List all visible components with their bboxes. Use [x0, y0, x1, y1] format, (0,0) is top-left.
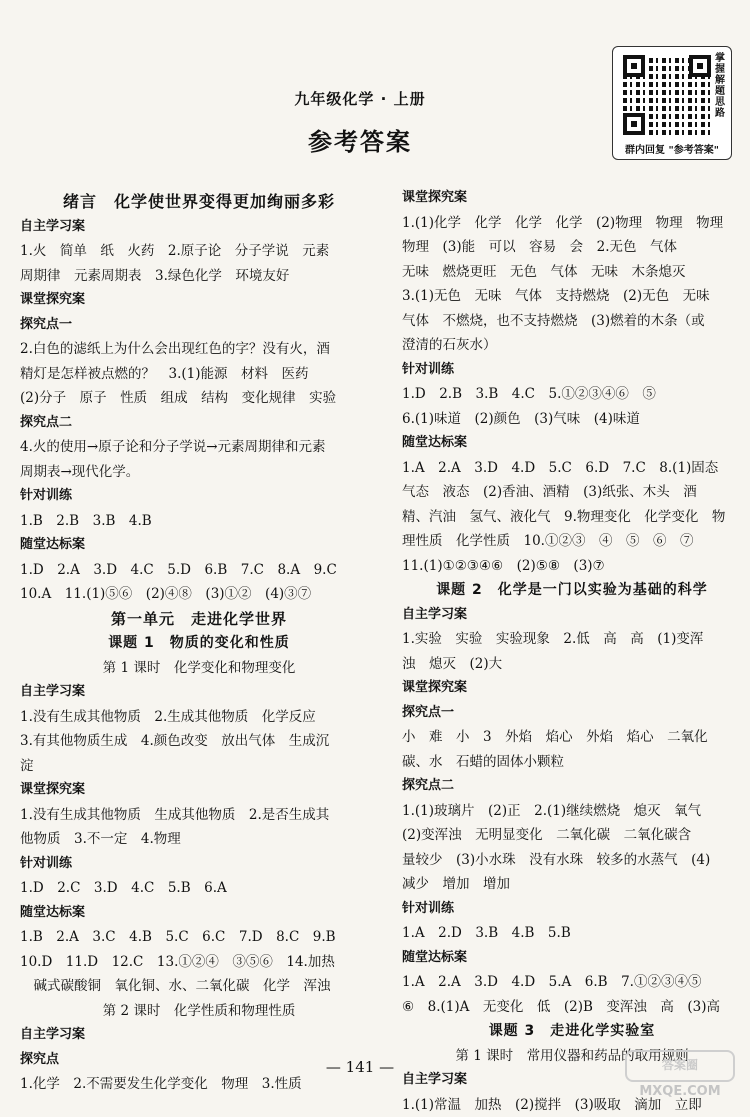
answer-line: 11.(1)①②③④⑥ (2)⑤⑧ (3)⑦: [402, 554, 742, 579]
qr-caption: 群内回复 "参考答案": [613, 141, 731, 156]
answer-line: 1.D 2.A 3.D 4.C 5.D 6.B 7.C 8.A 9.C: [20, 558, 378, 583]
answer-line: 6.(1)味道 (2)颜色 (3)气味 (4)味道: [402, 407, 742, 432]
qr-finder-icon: [689, 55, 711, 77]
section-heading: 探究点二: [402, 774, 742, 799]
section-heading: 自主学习案: [402, 1068, 742, 1093]
qr-finder-icon: [623, 113, 645, 135]
page-title: 参考答案: [0, 122, 720, 157]
qr-code-panel[interactable]: [612, 46, 732, 160]
section-heading: 针对训练: [20, 852, 378, 877]
section-heading: 自主学习案: [20, 1023, 378, 1048]
answer-line: 澄清的石灰水）: [402, 333, 742, 358]
page-number: — 141 —: [0, 1058, 720, 1076]
answer-line: 无味 燃烧更旺 无色 气体 无味 木条熄灭: [402, 260, 742, 285]
answer-line: 10.D 11.D 12.C 13.①②④ ③⑤⑥ 14.加热: [20, 950, 378, 975]
answer-line: (2)变浑浊 无明显变化 二氧化碳 二氧化碳含: [402, 823, 742, 848]
section-heading: 探究点一: [402, 701, 742, 726]
answer-line: 1.没有生成其他物质 2.生成其他物质 化学反应: [20, 705, 378, 730]
section-heading: 针对训练: [402, 897, 742, 922]
answer-line: 碱式碳酸铜 氧化铜、水、二氧化碳 化学 浑浊: [20, 974, 378, 999]
topic-title: 课题 3 走进化学实验室: [402, 1019, 742, 1044]
answer-line: 物理 (3)能 可以 容易 会 2.无色 气体: [402, 235, 742, 260]
answer-line: 小 难 小 3 外焰 焰心 外焰 焰心 二氧化: [402, 725, 742, 750]
answer-line: 1.D 2.C 3.D 4.C 5.B 6.A: [20, 876, 378, 901]
topic-title: 课题 2 化学是一门以实验为基础的科学: [402, 578, 742, 603]
answer-column-left: [20, 190, 378, 1097]
answer-line: 2.白色的滤纸上为什么会出现红色的字？没有火，酒: [20, 337, 378, 362]
lesson-title: 第 1 课时 化学变化和物理变化: [20, 656, 378, 681]
answer-line: 气态 液态 (2)香油、酒精 (3)纸张、木头 酒: [402, 480, 742, 505]
chapter-title: 绪言 化学使世界变得更加绚丽多彩: [20, 190, 378, 215]
section-heading: 自主学习案: [20, 680, 378, 705]
section-heading: 探究点一: [20, 313, 378, 338]
section-heading: 课堂探究案: [402, 676, 742, 701]
lesson-title: 第 2 课时 化学性质和物理性质: [20, 999, 378, 1024]
answer-line: 气体 不燃烧，也不支持燃烧 (3)燃着的木条（或: [402, 309, 742, 334]
answer-line: 3.有其他物质生成 4.颜色改变 放出气体 生成沉: [20, 729, 378, 754]
answer-line: 精灯是怎样被点燃的？ 3.(1)能源 材料 医药: [20, 362, 378, 387]
book-subtitle: 九年级化学 · 上册: [0, 88, 720, 109]
qr-finder-icon: [623, 55, 645, 77]
section-heading: 针对训练: [20, 484, 378, 509]
answer-line: 碳、水 石蜡的固体小颗粒: [402, 750, 742, 775]
answer-line: 减少 增加 增加: [402, 872, 742, 897]
section-heading: 随堂达标案: [402, 431, 742, 456]
section-heading: 课堂探究案: [20, 778, 378, 803]
section-heading: 随堂达标案: [402, 946, 742, 971]
section-heading: 随堂达标案: [20, 533, 378, 558]
answer-line: (2)分子 原子 性质 组成 结构 变化规律 实验: [20, 386, 378, 411]
answer-column-right: [402, 186, 742, 1117]
topic-title: 课题 1 物质的变化和性质: [20, 631, 378, 656]
answer-line: 10.A 11.(1)⑤⑥ (2)④⑧ (3)①② (4)③⑦: [20, 582, 378, 607]
answer-line: 1.A 2.D 3.B 4.B 5.B: [402, 921, 742, 946]
answer-line: 浊 熄灭 (2)大: [402, 652, 742, 677]
watermark-text: 答案圈: [620, 1056, 740, 1106]
section-heading: 探究点: [20, 1048, 378, 1073]
section-heading: 课堂探究案: [20, 288, 378, 313]
section-heading: 针对训练: [402, 358, 742, 383]
section-heading: 探究点二: [20, 411, 378, 436]
answer-line: 1.(1)玻璃片 (2)正 2.(1)继续燃烧 熄灭 氧气: [402, 799, 742, 824]
answer-line: 1.化学 2.不需要发生化学变化 物理 3.性质: [20, 1072, 378, 1097]
section-heading: 自主学习案: [20, 215, 378, 240]
lesson-title: 第 1 课时 常用仪器和药品的取用规则: [402, 1044, 742, 1069]
watermark-url: MXQE.COM: [625, 1084, 735, 1099]
answer-line: ⑥ 8.(1)A 无变化 低 (2)B 变浑浊 高 (3)高: [402, 995, 742, 1020]
answer-line: 1.D 2.B 3.B 4.C 5.①②③④⑥ ⑤: [402, 382, 742, 407]
section-heading: 自主学习案: [402, 603, 742, 628]
answer-line: 3.(1)无色 无味 气体 支持燃烧 (2)无色 无味: [402, 284, 742, 309]
answer-line: 1.实验 实验 实验现象 2.低 高 高 (1)变浑: [402, 627, 742, 652]
answer-line: 周期律 元素周期表 3.绿色化学 环境友好: [20, 264, 378, 289]
section-heading: 随堂达标案: [20, 901, 378, 926]
answer-line: 1.(1)常温 加热 (2)搅拌 (3)吸取 滴加 立即: [402, 1093, 742, 1117]
answer-line: 1.B 2.B 3.B 4.B: [20, 509, 378, 534]
answer-line: 淀: [20, 754, 378, 779]
answer-line: 周期表→现代化学。: [20, 460, 378, 485]
answer-line: 1.A 2.A 3.D 4.D 5.C 6.D 7.C 8.(1)固态: [402, 456, 742, 481]
qr-side-text: 掌握解题思路: [713, 53, 727, 119]
answer-line: 量较少 (3)小水珠 没有水珠 较多的水蒸气 (4): [402, 848, 742, 873]
answer-line: 1.火 简单 纸 火药 2.原子论 分子学说 元素: [20, 239, 378, 264]
answer-line: 1.B 2.A 3.C 4.B 5.C 6.C 7.D 8.C 9.B: [20, 925, 378, 950]
answer-line: 精、汽油 氢气、液化气 9.物理变化 化学变化 物: [402, 505, 742, 530]
unit-title: 第一单元 走进化学世界: [20, 607, 378, 632]
answer-line: 1.A 2.A 3.D 4.D 5.A 6.B 7.①②③④⑤: [402, 970, 742, 995]
answer-line: 他物质 3.不一定 4.物理: [20, 827, 378, 852]
answer-line: 1.(1)化学 化学 化学 化学 (2)物理 物理 物理: [402, 211, 742, 236]
answer-line: 理性质 化学性质 10.①②③ ④ ⑤ ⑥ ⑦: [402, 529, 742, 554]
answer-line: 4.火的使用→原子论和分子学说→元素周期律和元素: [20, 435, 378, 460]
section-heading: 课堂探究案: [402, 186, 742, 211]
answer-line: 1.没有生成其他物质 生成其他物质 2.是否生成其: [20, 803, 378, 828]
